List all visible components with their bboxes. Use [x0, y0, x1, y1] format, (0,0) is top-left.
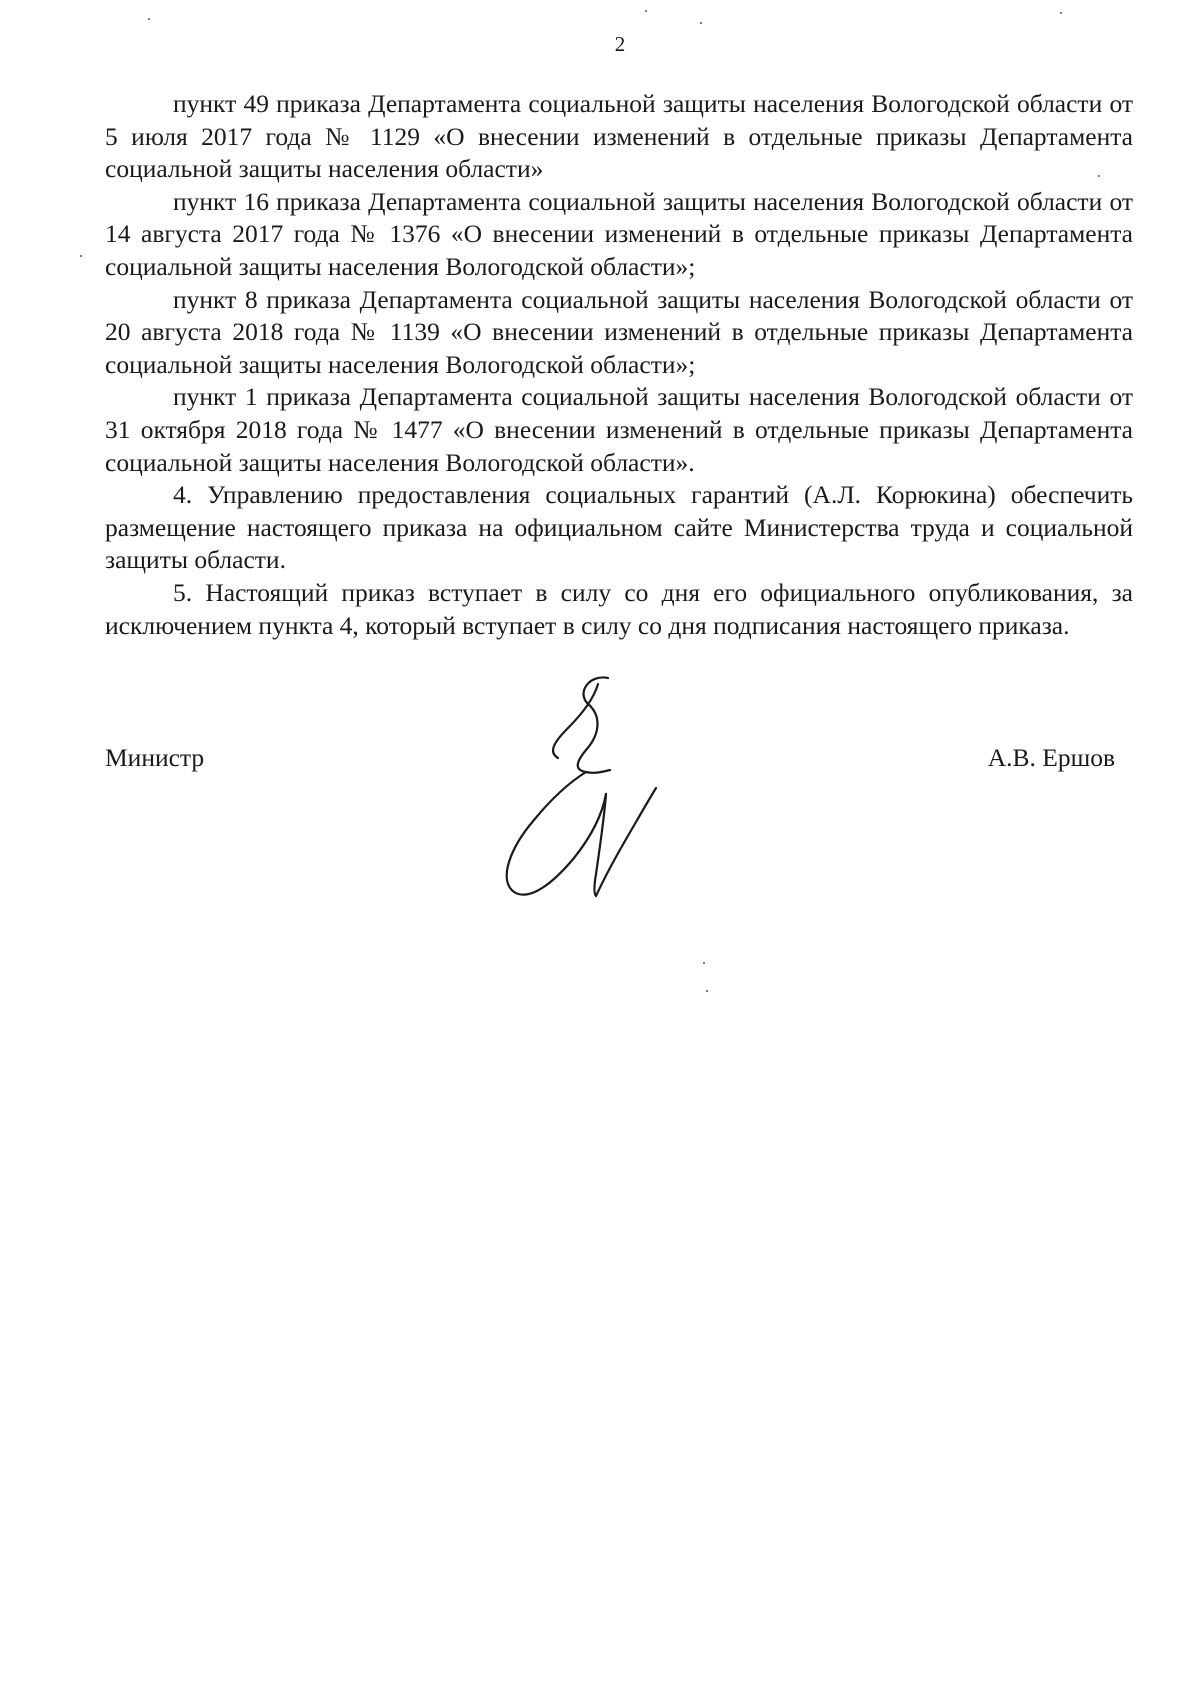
scan-speck — [703, 962, 705, 964]
handwritten-signature — [490, 670, 690, 930]
scan-speck — [80, 255, 82, 257]
document-body — [105, 88, 1133, 642]
scan-speck — [700, 22, 702, 24]
signer-title: Министр — [105, 743, 205, 772]
scan-speck — [1098, 175, 1100, 177]
scan-speck — [645, 10, 647, 12]
paragraph-item-49: пункт 49 приказа Департамента социальной защиты населения Вологодской области от 5 июля 2017 года № 1129 «О внесении изменений в отдельные приказы Департамента социальной защиты населения области» — [105, 89, 1133, 184]
scan-speck — [148, 18, 150, 20]
paragraph-item-8: пункт 8 приказа Департамента социальной защиты населения Вологодской области от 20 августа 2018 года № 1139 «О внесении изменений в отдельные приказы Департамента социальной защиты населения Вологодской области»; — [105, 284, 1133, 379]
paragraph-item-1: пункт 1 приказа Департамента социальной защиты населения Вологодской области от 31 октября 2018 года № 1477 «О внесении изменений в отдельные приказы Департамента социальной защиты населения Вологодской области». — [105, 382, 1133, 477]
paragraph-point-4: 4. Управлению предоставления социальных гарантий (А.Л. Корюкина) обеспечить размещение настоящего приказа на официальном сайте Министерства труда и социальной защиты области. — [105, 480, 1133, 575]
scan-speck — [1060, 12, 1062, 14]
paragraph-item-16: пункт 16 приказа Департамента социальной защиты населения Вологодской области от 14 августа 2017 года № 1376 «О внесении изменений в отдельные приказы Департамента социальной защиты населения Вологодской области»; — [105, 186, 1133, 281]
page-number: 2 — [614, 32, 626, 56]
paragraph-point-5: 5. Настоящий приказ вступает в силу со дня его официального опубликования, за исключением пункта 4, который вступает в силу со дня подписания настоящего приказа. — [105, 577, 1133, 640]
signer-name: А.В. Ершов — [987, 743, 1115, 772]
scan-speck — [706, 990, 708, 992]
